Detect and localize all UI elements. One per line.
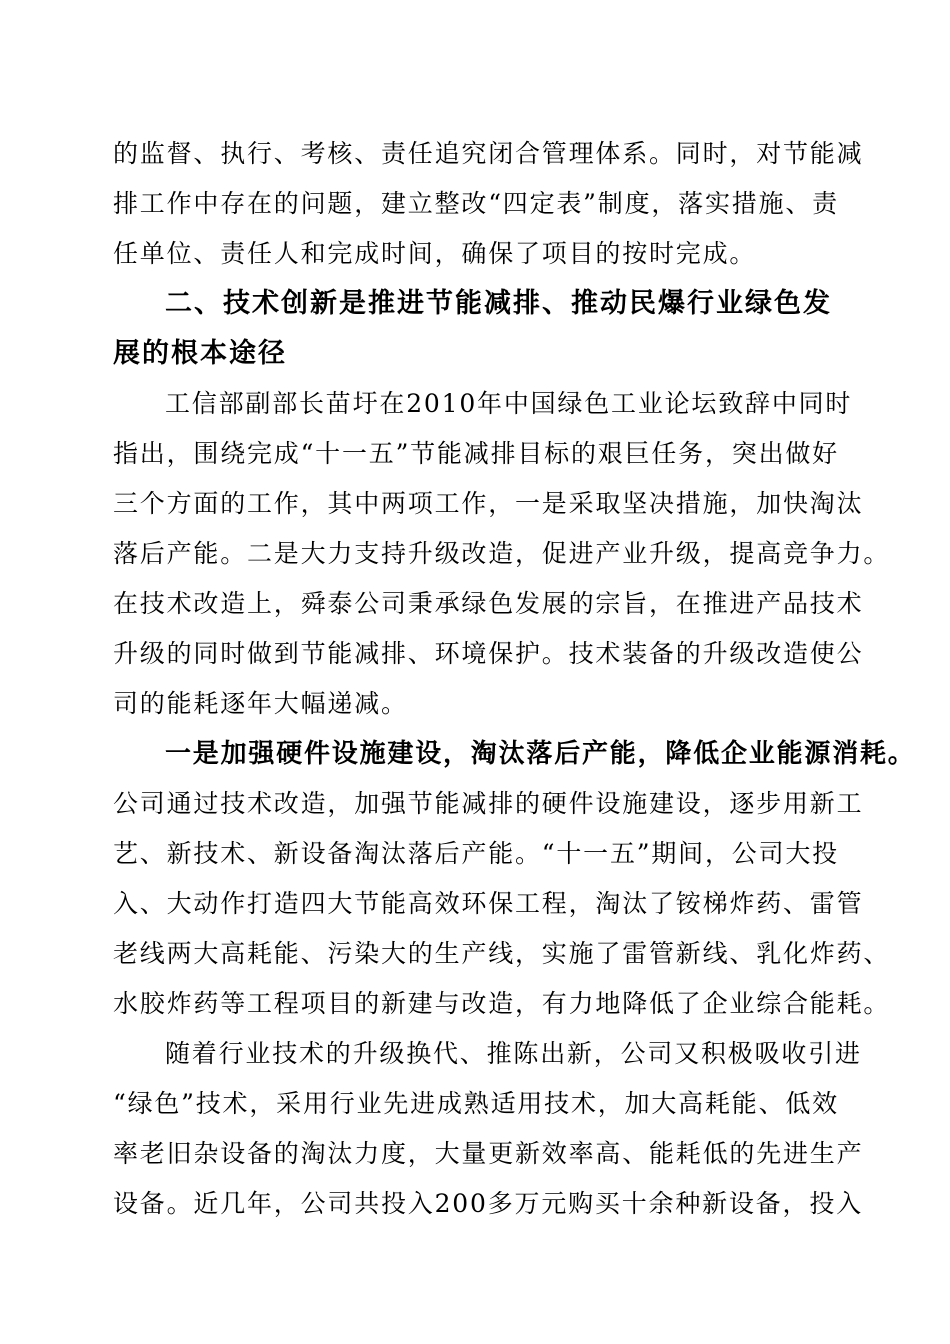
body-text-line: 随着行业技术的升级换代、推陈出新，公司又积极吸收引进 [165, 1039, 862, 1068]
body-text-line: 司的能耗逐年大幅递减。 [113, 689, 408, 718]
body-text-line: 设备。近几年，公司共投入200多万元购买十余种新设备，投入 [113, 1189, 863, 1218]
paragraph-continuation-line: 排工作中存在的问题，建立整改“四定表”制度，落实措施、责 [113, 189, 839, 218]
paragraph-continuation-line: 任单位、责任人和完成时间，确保了项目的按时完成。 [113, 239, 757, 268]
body-text-line: 公司通过技术改造，加强节能减排的硬件设施建设，逐步用新工 [113, 789, 864, 818]
paragraph-continuation-line: 的监督、执行、考核、责任追究闭合管理体系。同时，对节能减 [113, 139, 864, 168]
body-text-line: 率老旧杂设备的淘汰力度，大量更新效率高、能耗低的先进生产 [113, 1139, 864, 1168]
body-text-line: 升级的同时做到节能减排、环境保护。技术装备的升级改造使公 [113, 639, 864, 668]
body-text-line: 老线两大高耗能、污染大的生产线，实施了雷管新线、乳化炸药、 [113, 939, 891, 968]
body-text-line: 入、大动作打造四大节能高效环保工程，淘汰了铵梯炸药、雷管 [113, 889, 864, 918]
body-text-line: “绿色”技术，采用行业先进成熟适用技术，加大高耗能、低效 [113, 1089, 839, 1118]
paragraph-lead-heading: 一是加强硬件设施建设，淘汰落后产能，降低企业能源消耗。 [165, 739, 916, 769]
body-text-line: 三个方面的工作，其中两项工作，一是采取坚决措施，加快淘汰 [113, 489, 864, 518]
body-text-line: 工信部副部长苗圩在2010年中国绿色工业论坛致辞中同时 [165, 389, 853, 418]
section-heading-line: 二、技术创新是推进节能减排、推动民爆行业绿色发 [165, 288, 832, 319]
body-text-line: 指出，围绕完成“十一五”节能减排目标的艰巨任务，突出做好 [113, 439, 839, 468]
body-text-line: 艺、新技术、新设备淘汰落后产能。“十一五”期间，公司大投 [113, 839, 839, 868]
body-text-line: 落后产能。二是大力支持升级改造，促进产业升级，提高竞争力。 [113, 539, 891, 568]
section-heading-line: 展的根本途径 [113, 338, 287, 369]
body-text-line: 水胶炸药等工程项目的新建与改造，有力地降低了企业综合能耗。 [113, 989, 891, 1018]
body-text-line: 在技术改造上，舜泰公司秉承绿色发展的宗旨，在推进产品技术 [113, 589, 864, 618]
